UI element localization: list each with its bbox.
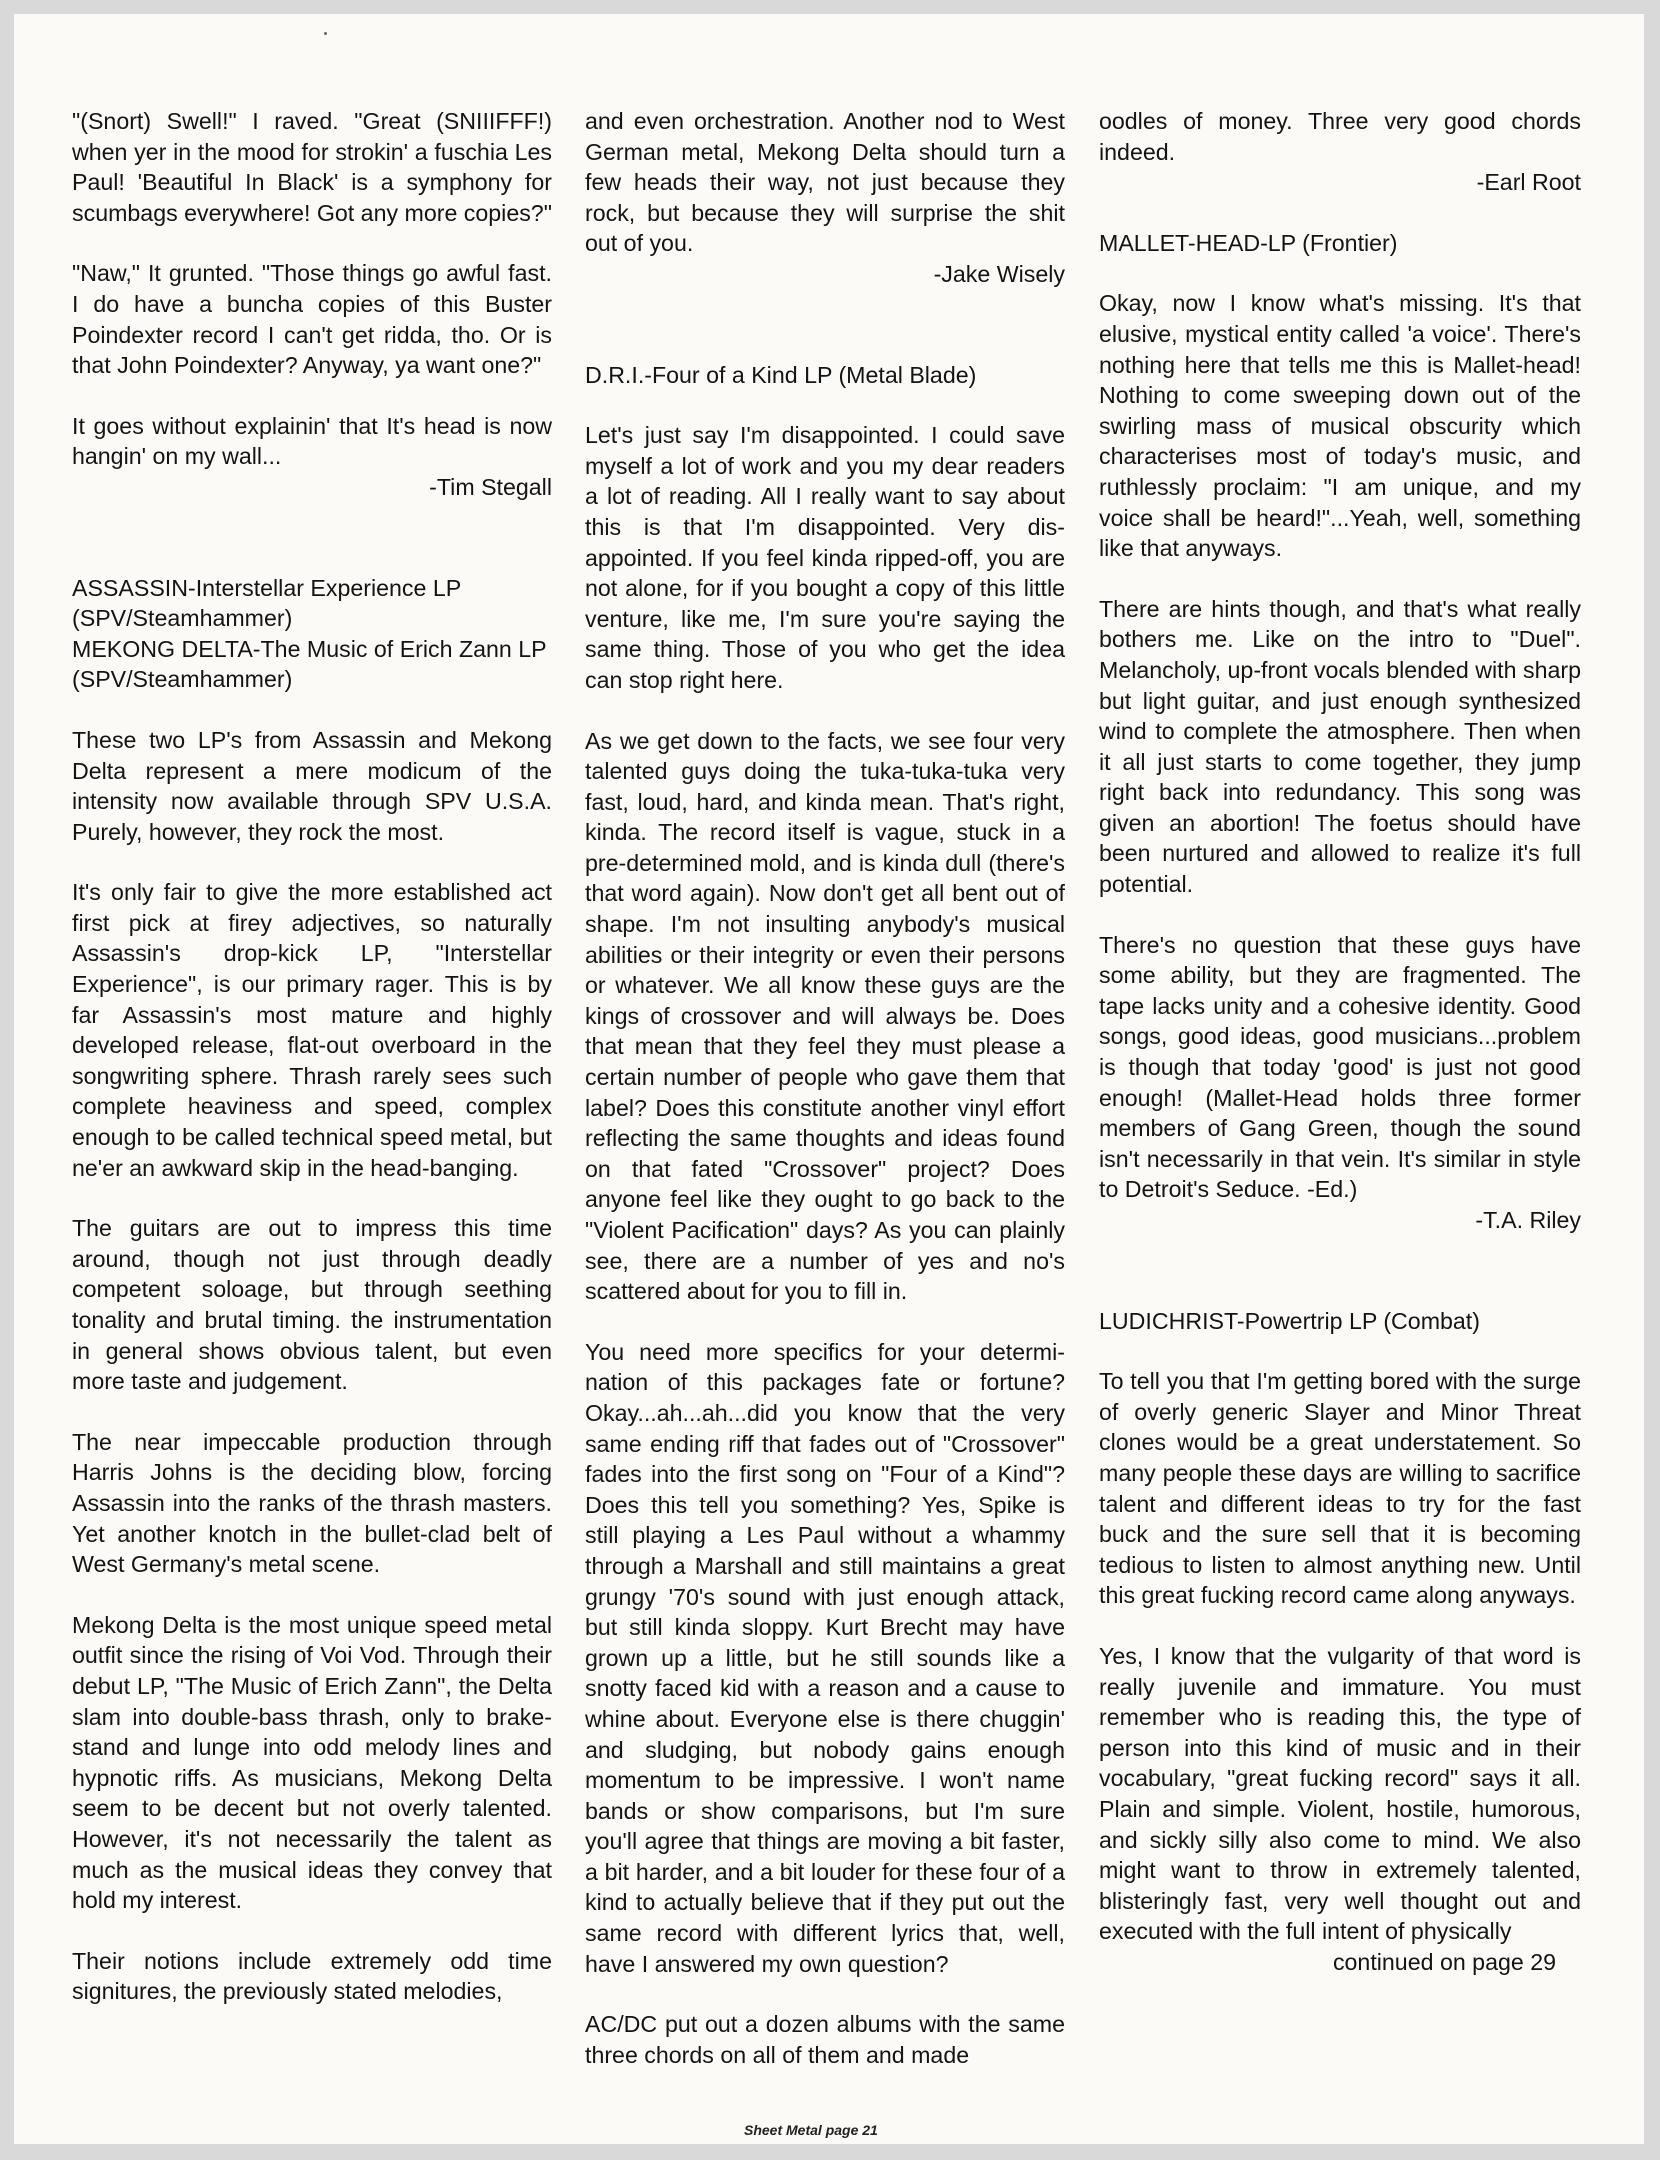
paragraph: "(Snort) Swell!" I raved. "Great (SNIIIFFF!) when yer in the mood for strokin' a fuschia Les Paul! 'Beautiful In Black' is a symphony for scumbags everywhere! Got any more copies?" [72,108,552,226]
reviewer-signature: -Jake Wisely [933,260,1065,287]
paragraph: AC/DC put out a dozen albums with the same three chords on all of them and made [585,2011,1065,2068]
paragraph: There are hints though, and that's what really bothers me. Like on the intro to "Duel". Melancholy, up-front vocals blended with sharp but light guitar, and just enough synthesized wind to complete the atmosphere. Then when it all just starts to come together, they jump right back into redundancy. This song was given an abortion! The foetus should have been nurtured and allowed to realize it's full potential. [1099,595,1581,898]
paragraph: and even orchestration. Another nod to West German metal, Mekong Delta should turn a few heads their way, not just because they rock, but because they will surprise the shit out of you. [585,108,1065,257]
paragraph: You need more specifics for your determi-nation of this packages fate or fortune? Okay...ah...ah...did you know that the very same ending riff that fades out of "Crossover" fades into the first song on "Four of a Kind"? Does this tell you something? Yes, Spike is still playing a Les Paul without a whammy through a Marshall and still maintains a great grungy '70's sound with just enough attack, but still kinda sloppy. Kurt Brecht may have grown up a little, but he still sounds like a snotty faced kid with a reason and a cause to whine about. Everyone else is there chuggin' and sludging, but nobody gains enough momentum to be impressive. I won't name bands or show comparisons, but I'm sure you'll agree that things are moving a bit faster, a bit harder, and a bit louder for these four of a kind to actually believe that if they put out the same record with different lyrics that, well, have I answered my own question? [585,1338,1065,1977]
paragraph: Yes, I know that the vulgarity of that word is really juvenile and immature. You must remember who is reading this, the type of person into this kind of music and in their vocabulary, "great fucking record" says it all. Plain and simple. Violent, hostile, humorous, and sickly silly also come to mind. We also might want to throw in extremely talented, blisteringly fast, very well thought out and executed with the full intent of physically [1099,1642,1581,1945]
paragraph: The near impeccable production through Harris Johns is the deciding blow, forcing Assassin into the ranks of the thrash masters. Yet another knotch in the bullet-clad belt of West Germany's metal scene. [72,1428,552,1578]
paragraph: oodles of money. Three very good chords indeed. [1099,108,1581,165]
paragraph: "Naw," It grunted. "Those things go awful fast. I do have a buncha copies of this Buster Poindexter record I can't get ridda, tho. Or is that John Poindexter? Anyway, ya want one?" [72,260,552,379]
reviewer-signature: -Earl Root [1476,169,1581,196]
paragraph: To tell you that I'm getting bored with the surge of overly generic Slayer and Minor Threat clones would be a great understatement. So many people these days are willing to sacrifice talent and different ideas to try for the fast buck and the sure sell that it is becoming tedious to listen to almost anything new. Until this great fucking record came along anyways. [1099,1368,1581,1609]
paragraph: These two LP's from Assassin and Mekong Delta represent a mere modicum of the intensity now available through SPV U.S.A. Purely, however, they rock the most. [72,726,552,845]
speck [324,32,327,35]
paragraph: There's no question that these guys have some ability, but they are fragmented. The tape lacks unity and a cohesive identity. Good songs, good ideas, good musicians...problem is though that today 'good' is just not good enough! (Mallet-Head holds three former members of Gang Green, though the sound isn't necessarily in that vein. It's similar in style to Detroit's Seduce. -Ed.) [1099,931,1581,1203]
reviewer-signature: -T.A. Riley [1475,1207,1581,1233]
review-heading: D.R.I.-Four of a Kind LP (Metal Blade) [585,361,977,388]
paragraph: The guitars are out to impress this time around, though not just through deadly competent soloage, but through seething tonality and brutal timing. the instrumentation in general shows obvious talent, but even more taste and judgement. [72,1215,552,1395]
paragraph: Mekong Delta is the most unique speed metal outfit since the rising of Voi Vod. Through their debut LP, "The Music of Erich Zann", the Delta slam into double-bass thrash, only to brake-stand and lunge into odd melody lines and hypnotic riffs. As musicians, Mekong Delta seem to be decent but not overly talented. However, it's not necessarily the talent as much as the musical ideas they convey that hold my interest. [72,1611,552,1914]
continued-note: continued on page 29 [1332,1948,1556,1975]
page-footer: Sheet Metal page 21 [744,2122,878,2138]
column-1 [72,106,552,2037]
paragraph: It's only fair to give the more established act first pick at firey adjectives, so naturally Assassin's drop-kick LP, "Interstellar Experience", is our primary rager. This is by far Assassin's most mature and highly developed release, flat-out overboard in the songwriting sphere. Thrash rarely sees such complete heaviness and speed, complex enough to be called technical speed metal, but ne'er an awkward skip in the head-banging. [72,879,552,1181]
review-heading: MALLET-HEAD-LP (Frontier) [1099,229,1398,256]
column-2 [585,106,1065,2100]
paragraph: Okay, now I know what's missing. It's that elusive, mystical entity called 'a voice'. There's nothing here that tells me this is Mallet-head! Nothing to come sweeping down out of the swirling mass of musical obscurity which characterises most of today's music, and ruthlessly proclaim: "I am unique, and my voice shall be heard!"...Yeah, well, something like that anyways. [1099,290,1581,562]
review-heading: ASSASSIN-Interstellar Experience LP (SPV/Steamhammer) [72,574,461,632]
review-heading: LUDICHRIST-Powertrip LP (Combat) [1099,1307,1480,1334]
review-heading: MEKONG DELTA-The Music of Erich Zann LP (SPV/Steamhammer) [72,635,547,693]
paragraph: Let's just say I'm disappointed. I could save myself a lot of work and you my dear readers a lot of reading. All I really want to say about this is that I'm disappointed. Very dis-appointed. If you feel kinda ripped-off, you are not alone, for if you bought a copy of this little venture, like me, I'm sure you're saying the same thing. Those of you who get the idea can stop right here. [585,422,1065,693]
reviewer-signature: -Tim Stegall [429,473,552,500]
paragraph: It goes without explainin' that It's head is now hangin' on my wall... [72,412,552,470]
paragraph: As we get down to the facts, we see four very talented guys doing the tuka-tuka-tuka very fast, loud, hard, and kinda mean. That's right, kinda. The record itself is vague, stuck in a pre-determined mold, and is kinda dull (there's that word again). Now don't get all bent out of shape. I'm not insulting anybody's musical abilities or their integrity or even their persons or whatever. We all know these guys are the kings of crossover and will always be. Does that mean that they feel they must please a certain number of people who gave them that label? Does this constitute another vinyl effort reflecting the same thoughts and ideas found on that fated "Crossover" project? Does anyone feel like they ought to go back to the "Violent Pacification" days? As you can plainly see, there are a number of yes and no's scattered about for you to fill in. [585,727,1065,1305]
paragraph: Their notions include extremely odd time signitures, the previously stated melodies, [72,1947,552,2005]
magazine-page [14,14,1644,2144]
column-3 [1099,106,1581,1977]
